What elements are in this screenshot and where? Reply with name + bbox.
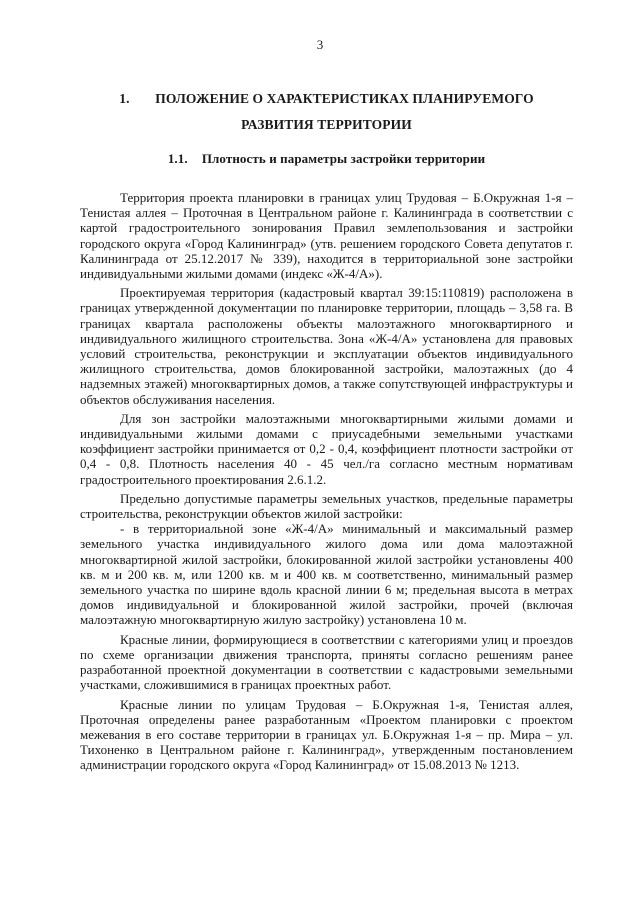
section-title-line2: РАЗВИТИЯ ТЕРРИТОРИИ: [241, 117, 412, 132]
paragraph: - в территориальной зоне «Ж-4/А» минимальный и максимальный размер земельного участка индивидуального жилого дома или дома малоэтажной многоквартирной жилой застройки, блокированной жилой застройки установлены 400 кв. м и 200 кв. м, или 1200 кв. м и 400 кв. м соответственно, минимальный размер земельного участка по ширине вдоль красной линии 6 м; предельная высота в метрах домов индивидуальной и блокированной жилой застройки, прочей (включая малоэтажную многоквартирную жилую застройку) установлена 10 м.: [80, 521, 573, 628]
section-heading: [80, 86, 573, 138]
paragraph: Предельно допустимые параметры земельных участков, предельные параметры строительства, реконструкции объектов жилой застройки:: [80, 490, 573, 522]
subsection-title: Плотность и параметры застройки территории: [201, 151, 486, 166]
paragraph: Проектируемая территория (кадастровый квартал 39:15:110819) расположена в границах утвержденной документации по планировке территории, площадь – 3,58 га. В границах квартала расположены объекты малоэтажного многоквартирного и индивидуального жилищного строительства. Зона «Ж-4/А» установлена для правовых условий строительства, реконструкции и эксплуатации объектов индивидуального жилищного строительства, домов блокированной застройки, малоэтажных (до 4 надземных этажей) многоквартирных домов, а также сопутствующей инфраструктуры и объектов обслуживания населения.: [80, 285, 573, 407]
body-text: [80, 190, 573, 777]
subsection-number: 1.1.: [167, 151, 188, 166]
paragraph: Территория проекта планировки в границах улиц Трудовая – Б.Окружная 1-я – Тенистая аллея – Проточная в Центральном районе г. Калининграда в соответствии с картой градостроительного зонирования Правил землепользования и застройки городского округа «Город Калининград» (утв. решением городского Совета депутатов г. Калининграда от 25.12.2017 № 339), находится в территориальной зоне застройки индивидуальными жилыми домами (индекс «Ж-4/А»).: [80, 190, 573, 282]
paragraph: Красные линии, формирующиеся в соответствии с категориями улиц и проездов по схеме организации движения транспорта, приняты согласно решениям ранее разработанной проектной документации в соответствии с кадастровыми земельными участками, сложившимися в границах проектных работ.: [80, 631, 573, 693]
paragraph: Красные линии по улицам Трудовая – Б.Окружная 1-я, Тенистая аллея, Проточная определены ранее разработанным «Проектом планировки с проектом межевания в его составе территории в границах ул. Б.Окружная 1-я – пр. Мира – ул. Тихоненко в Центральном районе г. Калининград», утвержденным постановлением администрации городского округа «Город Калининград» от 15.08.2013 № 1213.: [80, 696, 573, 773]
section-title-line1: ПОЛОЖЕНИЕ О ХАРАКТЕРИСТИКАХ ПЛАНИРУЕМОГО: [155, 91, 534, 106]
section-number: 1.: [119, 91, 130, 106]
subsection-heading: [80, 151, 573, 167]
page-number: 3: [316, 37, 324, 52]
section-heading-line1: [80, 86, 573, 112]
paragraph: Для зон застройки малоэтажными многоквартирными жилыми домами и индивидуальными жилыми домами с приусадебными земельными участками коэффициент застройки принимается от 0,2 - 0,4, коэффициент плотности застройки от 0,4 - 0,8. Плотность населения 40 - 45 чел./га согласно местным нормативам градостроительного проектирования 2.6.1.2.: [80, 410, 573, 487]
